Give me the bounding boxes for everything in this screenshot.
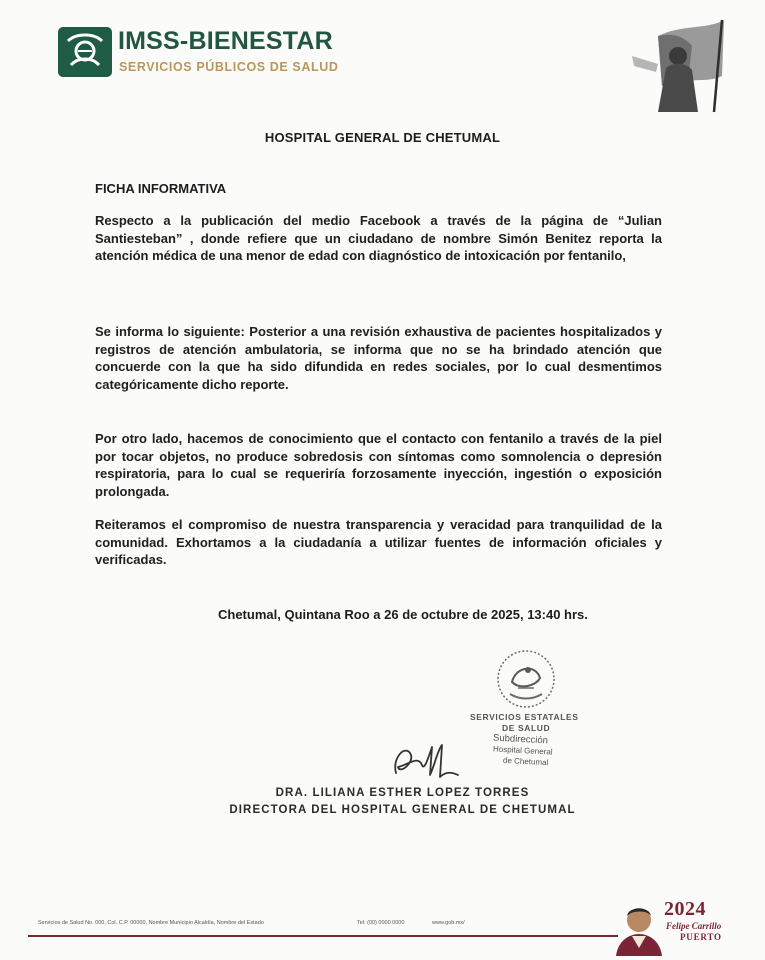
seal-text: Hospital General	[492, 744, 553, 757]
signer-title: DIRECTORA DEL HOSPITAL GENERAL DE CHETUMAL	[229, 804, 576, 816]
hospital-name-heading: HOSPITAL GENERAL DE CHETUMAL	[264, 130, 501, 145]
imss-emblem-icon	[58, 27, 112, 77]
seal-text: Subdirección	[492, 732, 549, 747]
seal-text: de Chetumal	[502, 755, 549, 768]
governor-portrait-icon	[610, 896, 668, 956]
mexico-eagle-seal-icon	[490, 648, 562, 710]
footer-gov-line-1: Felipe Carrillo	[666, 921, 722, 931]
flag-woman-emblem-icon	[628, 16, 728, 114]
logo-title: IMSS-BIENESTAR	[118, 27, 333, 55]
imss-bienestar-logo	[58, 27, 348, 79]
paragraph-fentanyl-info: Por otro lado, hacemos de conocimiento que el contacto con fentanilo a través de la piel por tocar objetos, no produce sobredosis con síntomas como somnolencia o depresión respiratoria, para lo cual se requeriría forzosamente inyección, ingestión o exposición prolongada.	[95, 431, 662, 499]
paragraph-findings: Se informa lo siguiente: Posterior a una revisión exhaustiva de pacientes hospitalizados y registros de atención ambulatoria, se informa que no se ha brindado atención que concuerde con la que ha sido difundida en redes sociales, por lo cual desmentimos categóricamente dicho reporte.	[95, 324, 662, 392]
paragraph-commitment: Reiteramos el compromiso de nuestra transparencia y veracidad para tranquilidad de la comunidad. Exhortamos a la ciudadanía a utilizar fuentes de información oficiales y verificadas.	[95, 517, 662, 567]
dateline: Chetumal, Quintana Roo a 26 de octubre de 2025, 13:40 hrs.	[218, 607, 588, 622]
footer-divider	[28, 935, 618, 937]
footer-year: 2024	[664, 898, 706, 920]
footer-address: Servicios de Salud No. 000, Col. C.P. 00000, Nombre Municipio Alcaldía, Nombre del Estado	[38, 920, 264, 926]
seal-text: DE SALUD	[502, 723, 551, 733]
footer-phone: Tel: (00) 0000 0000	[357, 920, 405, 926]
paragraph-context: Respecto a la publicación del medio Facebook a través de la página de “Julian Santiesteban” , donde refiere que un ciudadano de nombre Simón Benitez reporta la atención médica de una menor de edad con diagnóstico de intoxicación por fentanilo,	[95, 213, 662, 263]
footer-website: www.gob.mx/	[432, 920, 465, 926]
signer-name: DRA. LILIANA ESTHER LOPEZ TORRES	[275, 787, 530, 799]
logo-subtitle: SERVICIOS PÚBLICOS DE SALUD	[119, 60, 339, 74]
footer-gov-line-2: PUERTO	[680, 932, 722, 942]
signature	[388, 735, 468, 785]
seal-text: SERVICIOS ESTATALES	[470, 712, 579, 722]
document-type-heading: FICHA INFORMATIVA	[95, 181, 227, 196]
